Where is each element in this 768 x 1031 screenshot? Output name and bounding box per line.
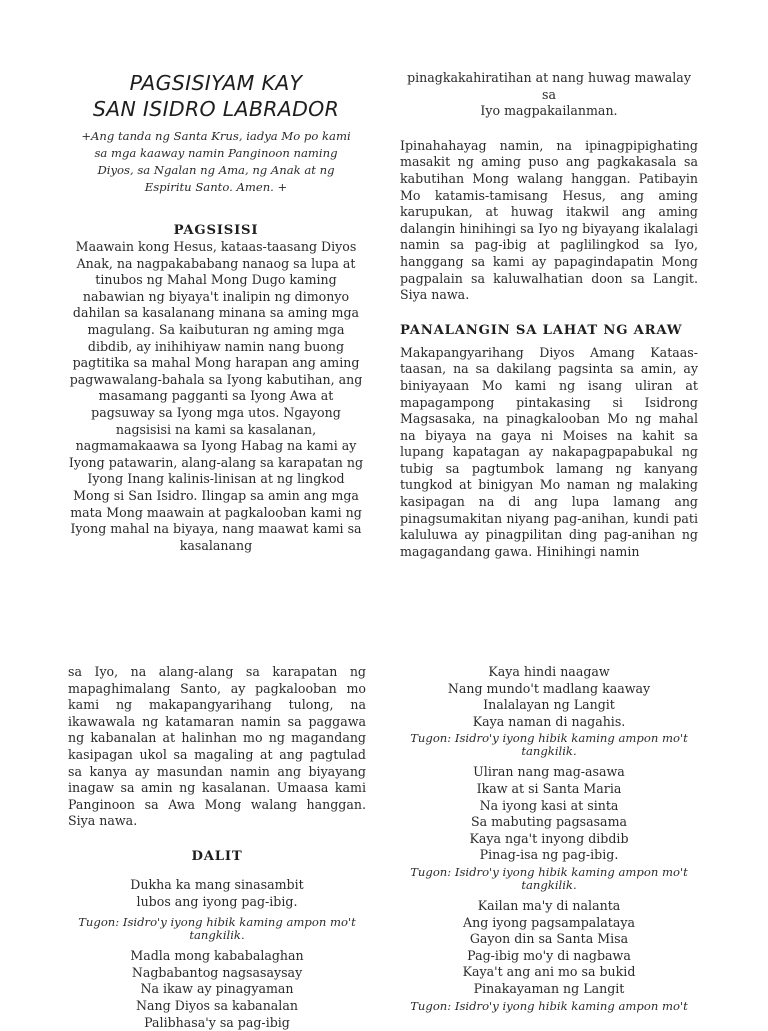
continuation-line-2: Iyo magpakailanman. [400,103,698,120]
dalit-verse-b [400,764,698,864]
panalangin-heading: PANALANGIN SA LAHAT NG ARAW [400,322,698,339]
verse-line: Ikaw at si Santa Maria [400,781,698,798]
verse-line: Nagbabantog nagsasaysay [68,965,366,982]
continuation-line-1: pinagkakahiratihan at nang huwag mawalay sa [400,70,698,103]
verse-line: lubos ang iyong pag-ibig. [68,894,366,911]
bottom-right-column [400,664,698,1015]
tugon-response [400,998,698,1015]
dalit-verse-2 [68,948,366,1031]
tugon-response [68,914,366,944]
top-left-column [68,70,364,554]
tugon-line: Tugon: Isidro'y iyong hibik kaming ampon mo't [400,864,698,881]
tugon-line: Tugon: Isidro'y iyong hibik kaming ampon mo't [400,998,698,1015]
pagsisisi-heading: PAGSISISI [68,222,364,239]
page-title-line1: PAGSISIYAM KAY [68,70,364,96]
bottom-left-column [68,664,366,1031]
ipinahahayag-paragraph: Ipinahahayag namin, na ipinagpipighating masakit ng aming puso ang pagkakasala sa kabutihan Mong walang hanggan. Patibayin Mo katamis-tamisang Hesus, ang aming karupukan, at huwag itakwil ang aming dalangin hinihingi sa Iyo ng biyayang ikalalagi namin sa pag-ibig at paglilingkod sa Iyo, hanggang sa kami ay papagindapatin Mong pagpalain sa kaluwalhatian doon sa Langit. Siya nawa. [400,138,698,304]
verse-line: Gayon din sa Santa Misa [400,931,698,948]
verse-line: Madla mong kababalaghan [68,948,366,965]
verse-line: Na iyong kasi at sinta [400,798,698,815]
pagsisisi-text: Maawain kong Hesus, kataas-taasang Diyos Anak, na nagpakababang nanaog sa lupa at tinubos ng Mahal Mong Dugo kaming nabawian ng biyaya't inalipin ng dimonyo dahilan sa kasalanang minana sa aming mga magulang. Sa kaibuturan ng aming mga dibdib, ay inihihiyaw namin nang buong pagtitika sa mahal Mong harapan ang aming pagwawalang-bahala sa Iyong kabutihan, ang masamang pagganti sa Iyong Awa at pagsuway sa Iyong mga utos. Ngayong nagsisisi na kami sa kasalanan, nagmamakaawa sa Iyong Habag na kami ay Iyong patawarin, alang-alang sa karapatan ng Iyong Inang kalinis-linisan at ng lingkod Mong si San Isidro. Ilingap sa amin ang mga mata Mong maawain at pagkalooban kami ng Iyong mahal na biyaya, nang maawat kami sa kasalanang [68,239,364,554]
verse-line: Pinakayaman ng Langit [400,981,698,998]
tugon-response [400,730,698,760]
top-right-column [400,70,698,560]
intro-sign-of-cross: +Ang tanda ng Santa Krus, iadya Mo po kami sa mga kaaway namin Panginoon naming Diyos, sa Ngalan ng Ama, ng Anak at ng Espiritu Santo. Amen. + [80,128,352,196]
page-title-line2: SAN ISIDRO LABRADOR [68,96,364,122]
verse-line: Ang iyong pagsampalataya [400,915,698,932]
verse-line: Kaya hindi naagaw [400,664,698,681]
dalit-verse-c [400,898,698,998]
verse-line: Dukha ka mang sinasambit [68,877,366,894]
verse-line: Nang mundo't madlang kaaway [400,681,698,698]
verse-line: Kaya't ang ani mo sa bukid [400,964,698,981]
verse-line: Kaya naman di nagahis. [400,714,698,731]
verse-line: Kaya nga't inyong dibdib [400,831,698,848]
dalit-verse-a [400,664,698,730]
dalit-heading: DALIT [68,848,366,865]
verse-line: Palibhasa'y sa pag-ibig [68,1015,366,1031]
tugon-line: tangkilik. [68,927,366,944]
verse-line: Uliran nang mag-asawa [400,764,698,781]
bottom-continuation-text: sa Iyo, na alang-alang sa karapatan ng mapaghimalang Santo, ay pagkalooban mo kami ng makapangyarihang tulong, na ikawawala ng katamaran namin sa paggawa ng kabanalan at halinhan mo ng magandang kasipagan ukol sa magaling at ang pagtulad sa kanya ay masundan namin ang biyayang inagaw sa amin ng kasalanan. Umaasa kami Panginoon sa Awa Mong walang hanggan. Siya nawa. [68,664,366,830]
tugon-line: tangkilik. [400,743,698,760]
verse-line: Inalalayan ng Langit [400,697,698,714]
verse-line: Pag-ibig mo'y di nagbawa [400,948,698,965]
panalangin-text: Makapangyarihang Diyos Amang Kataas-taasan, na sa dakilang pagsinta sa amin, ay biniyayaan Mo kami ng isang uliran at mapagampong pintakasing si Isidrong Magsasaka, na pinagkalooban Mo ng mahal na biyaya na gaya ni Moises na kahit sa lupang kapatagan ay nakapagpapabukal ng tubig sa pagtumbok lamang ng kanyang tungkod at binigyan Mo naman ng malaking kasipagan na di ang lupa lamang ang pinagsumakitan niyang pag-anihan, kundi pati kaluluwa ay pinagpilitan ding pag-anihan ng magagandang gawa. Hinihingi namin [400,345,698,561]
verse-line: Sa mabuting pagsasama [400,814,698,831]
verse-line: Na ikaw ay pinagyaman [68,981,366,998]
tugon-line: tangkilik. [400,877,698,894]
tugon-line: Tugon: Isidro'y iyong hibik kaming ampon mo't [68,914,366,931]
verse-line: Nang Diyos sa kabanalan [68,998,366,1015]
verse-line: Kailan ma'y di nalanta [400,898,698,915]
verse-line: Pinag-isa ng pag-ibig. [400,847,698,864]
tugon-line: Tugon: Isidro'y iyong hibik kaming ampon mo't [400,730,698,747]
tugon-response [400,864,698,894]
dalit-verse-1 [68,877,366,910]
